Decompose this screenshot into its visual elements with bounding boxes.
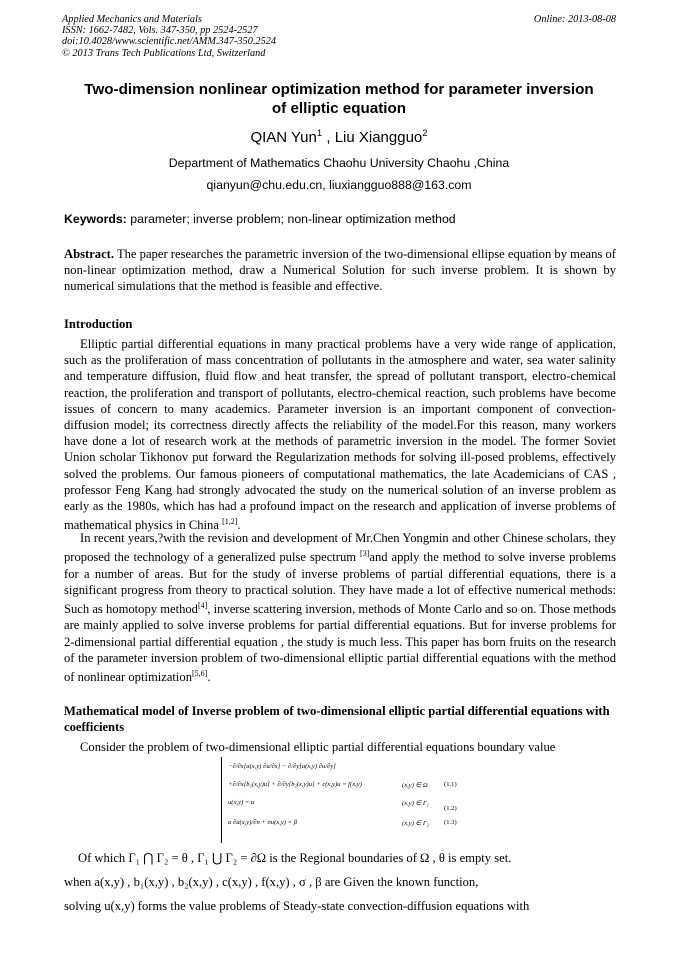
model-text-line-2: when a(x,y) , b₁(x,y) , b₂(x,y) , c(x,y) , f(x,y) , σ , β are Given the known function, xyxy=(64,875,479,889)
citation: [3] xyxy=(360,549,370,559)
keywords xyxy=(64,212,616,226)
author-1: QIAN Yun xyxy=(250,129,317,146)
intro-paragraph-2 xyxy=(64,530,616,685)
intro-p2-text-a: In recent years,?with the revision and development of Mr.Chen Yongmin and other Chinese scholars, they proposed the technology of a generalized pulse spectrum xyxy=(64,531,616,565)
journal-header xyxy=(62,14,616,59)
intro-paragraph-1 xyxy=(64,336,616,534)
intro-p1-end: . xyxy=(237,518,241,533)
model-heading: Mathematical model of Inverse problem of two-dimensional elliptic partial differential equations with coefficients xyxy=(64,704,610,735)
equation-1-3-number: (1.3) xyxy=(444,819,457,826)
equation-1-1-number: (1.1) xyxy=(444,781,457,788)
model-text-line-1: Of which Γ₁ ⋂ Γ₂ = θ , Γ₁ ⋃ Γ₂ = ∂Ω is the Regional boundaries of Ω , θ is empty set. xyxy=(78,851,512,865)
intro-p1-text: Elliptic partial differential equations in many practical problems have a very wide range of application, such as the proliferation of mass concentration of pollutants in the atmosphere and water, sea water salinity and temperature diffusion, fluid flow and heat transfer, the spread of pollutant transport, electro-chemical reaction, the proliferation and transport of pollutants, electro-chemical reaction, such problems have become issues of concern to many academics. Parameter inversion is an important component of convection-diffusion model; its correctness directly affects the reliability of the model.For this reason, many workers have done a lot of research work at the methods of parametric inversion in the model. The former Soviet Union scholar Tikhonov put forward the Regularization methods for solving ill-posed problems, effectively solved the problems. Our famous pioneers of computational mathematics, the late Academicians of CAS , professor Feng Kang had strongly advocated the study on the numerical solution of an inverse problem as early as the 1980s, which has had a profound impact on the research and application of inverse problems of mathematical physics in China xyxy=(64,337,616,533)
citation: [4] xyxy=(197,601,208,610)
doi-line: doi:10.4028/www.scientific.net/AMM.347-350.2524 xyxy=(62,36,277,48)
equation-1-1-line-b: +∂/∂x[b₁(x,y)u] + ∂/∂y[b₂(x,y)u] + c(x,y)u = f(x,y) xyxy=(228,781,362,788)
citation: [5,6] xyxy=(192,669,208,678)
author-1-affil-mark: 1 xyxy=(316,128,323,139)
keywords-text: parameter; inverse problem; non-linear optimization method xyxy=(126,212,456,226)
issn-line: ISSN: 1662-7482, Vols. 347-350, pp 2524-2527 xyxy=(62,25,258,37)
abstract xyxy=(64,246,616,295)
equation-1-3: a ∂u(x,y)/∂n + σu(x,y) = β xyxy=(228,819,297,826)
affiliation: Department of Mathematics Chaohu University Chaohu ,China xyxy=(168,156,510,170)
equation-1-1-line-a: −∂/∂x[a(x,y) ∂u/∂x] − ∂/∂y[a(x,y) ∂u/∂y] xyxy=(228,763,336,770)
equation-1-1-domain: (x,y) ∈ Ω xyxy=(402,782,428,789)
copyright-line: © 2013 Trans Tech Publications Ltd, Switzerland xyxy=(62,47,266,59)
equation-1-2: u(x,y) = α xyxy=(228,799,255,806)
model-intro: Consider the problem of two-dimensional elliptic partial differential equations boundary value xyxy=(80,740,556,754)
abstract-label: Abstract. xyxy=(64,247,115,261)
boundary-value-equations xyxy=(221,757,462,843)
author-separator: , xyxy=(322,129,335,146)
introduction-heading: Introduction xyxy=(64,317,133,331)
intro-p2-end: . xyxy=(207,670,211,685)
intro-p2-text-b: and apply the method to solve inverse problems for a number of areas. But for the study of inverse problems of partial differential equations, there is a significant progress from theory to practical solution. They have made a lot of effective numerical methods: Such as homotopy method xyxy=(64,550,616,617)
keywords-label: Keywords: xyxy=(64,212,127,226)
citation: [1,2] xyxy=(222,517,238,527)
online-date: Online: 2013-08-08 xyxy=(533,14,616,25)
equation-1-2-domain: (x,y) ∈ Γ₁ xyxy=(402,800,429,807)
authors xyxy=(0,128,678,146)
journal-name: Applied Mechanics and Materials xyxy=(62,14,202,25)
title-line-1: Two-dimension nonlinear optimization method for parameter inversion xyxy=(84,81,594,98)
abstract-text: The paper researches the parametric inversion of the two-dimensional ellipse equation by means of non-linear optimization method, draw a Numerical Solution for such inverse problem. It is shown by numerical simulations that the method is feasible and effective. xyxy=(64,247,616,294)
model-text-line-3: solving u(x,y) forms the value problems of Steady-state convection-diffusion equations with xyxy=(64,899,530,913)
intro-p2-text-c: , inverse scattering inversion, methods of Monte Carlo and so on. Those methods are mainly applied to solve inverse problems for partial differential equations. But for inverse problems for 2-dimensional partial differential equation , the study is much less. This paper has born fruits on the research of the parameter inversion problem of two-dimensional elliptic partial differential equations with the method of nonlinear optimization xyxy=(64,602,616,685)
paper-title xyxy=(50,80,628,118)
title-line-2: of elliptic equation xyxy=(271,100,407,117)
author-emails: qianyun@chu.edu.cn, liuxiangguo888@163.com xyxy=(206,178,472,192)
author-2: Liu Xiangguo xyxy=(334,129,423,146)
equation-1-2-number: (1.2) xyxy=(444,805,457,812)
author-2-affil-mark: 2 xyxy=(422,128,428,139)
equation-1-3-domain: (x,y) ∈ Γ₂ xyxy=(402,820,429,827)
